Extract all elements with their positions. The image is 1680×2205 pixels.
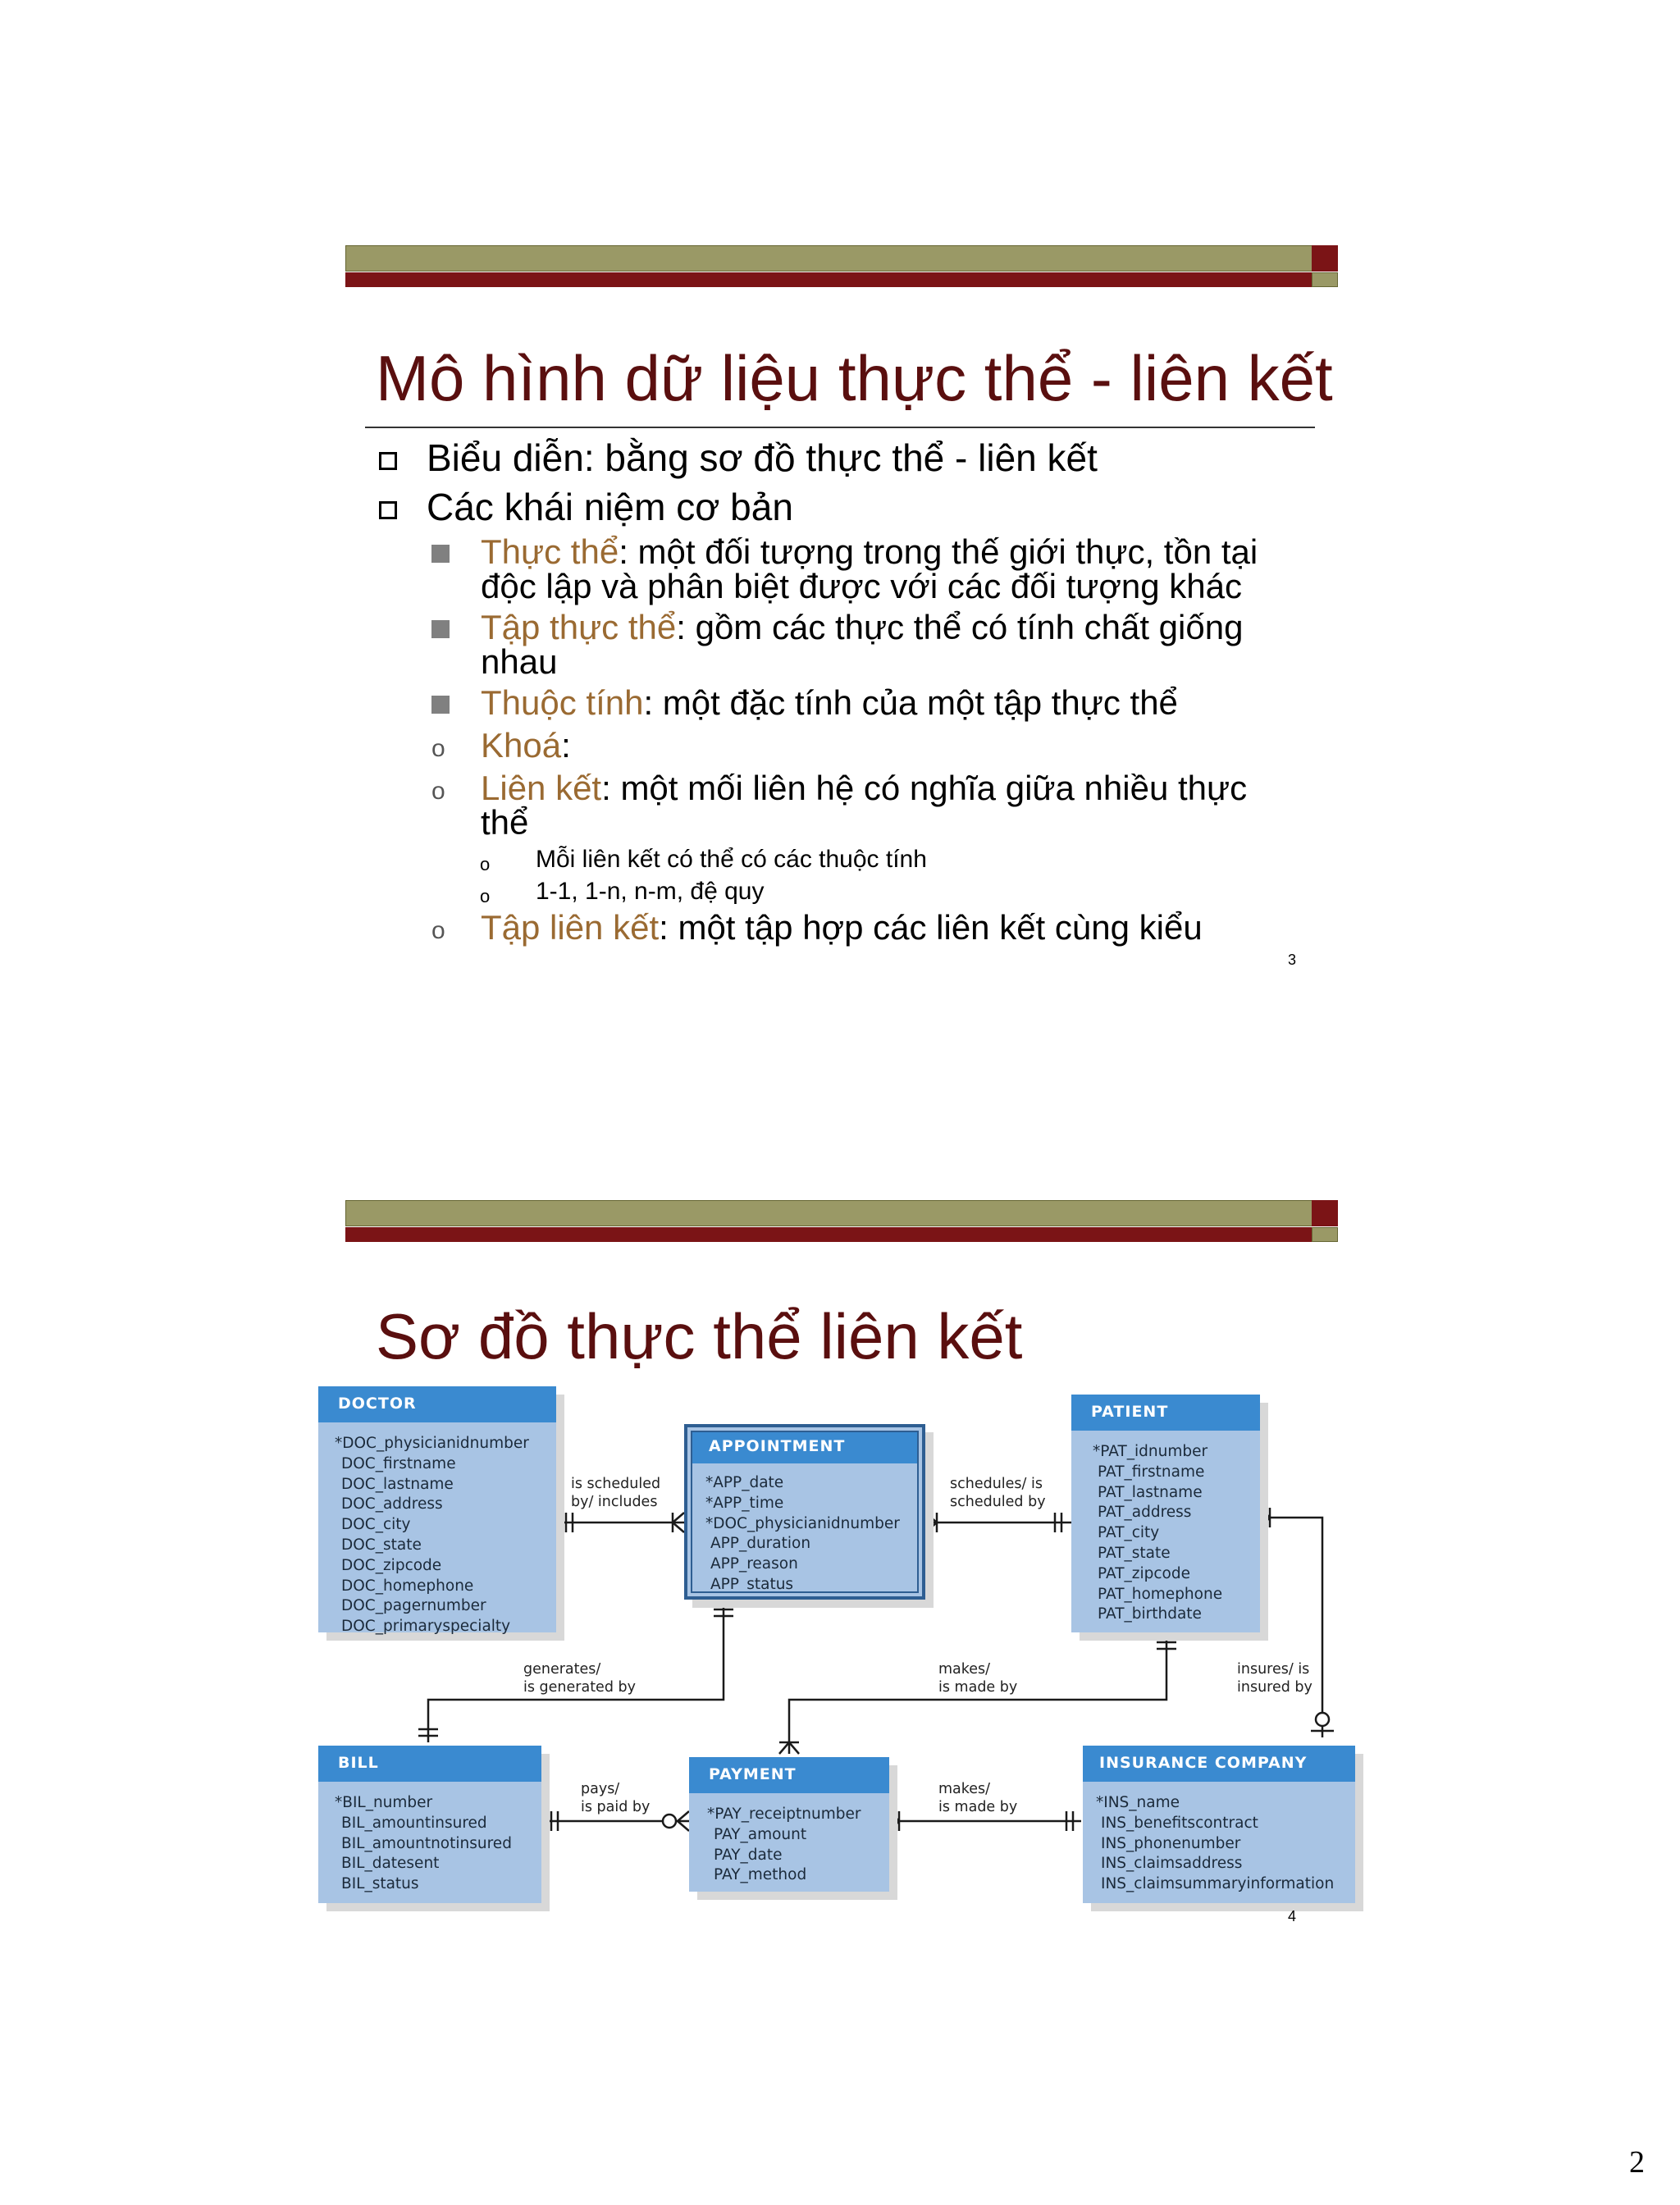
bullet-item: Các khái niệm cơ bản	[379, 484, 793, 530]
sub-bullet-item: Tập thực thể: gồm các thực thể có tính chất giống nhau	[431, 610, 1243, 679]
slide-title: Sơ đồ thực thể liên kết	[376, 1300, 1023, 1372]
attribute: DOC_state	[341, 1536, 422, 1554]
attribute: PAT_birthdate	[1098, 1605, 1202, 1623]
attribute: PAT_firstname	[1098, 1463, 1205, 1481]
attribute: *PAT_idnumber	[1093, 1443, 1208, 1460]
relationship-label: pays/ is paid by	[581, 1781, 651, 1815]
sub-bullet-item: o Khoá:	[431, 726, 571, 765]
relationship-label: insures/ is insured by	[1237, 1661, 1312, 1696]
entity-attributes	[687, 1467, 922, 1596]
attribute: DOC_homephone	[341, 1577, 474, 1595]
attribute: *DOC_physicianidnumber	[335, 1435, 529, 1452]
entity-attributes	[1071, 1431, 1260, 1625]
page-number: 2	[1629, 2145, 1645, 2180]
sub-bullet-item: Thuộc tính: một đặc tính của một tập thực thể	[431, 686, 1178, 720]
entity-appointment	[684, 1424, 925, 1600]
bullet-item: Biểu diễn: bằng sơ đồ thực thể - liên kết	[379, 435, 1098, 481]
sub-sub-bullet-item: o 1-1, 1-n, n-m, đệ quy	[480, 877, 764, 906]
attribute: PAT_zipcode	[1098, 1564, 1190, 1582]
sub-bullet-item: o Tập liên kết: một tập hợp các liên kết cùng kiểu	[431, 908, 1203, 947]
entity-attributes	[318, 1422, 556, 1637]
attribute: INS_claimsummaryinformation	[1101, 1875, 1335, 1893]
attribute: PAT_address	[1098, 1504, 1192, 1522]
slide-page-number: 3	[1288, 952, 1297, 968]
attribute: BIL_status	[341, 1875, 419, 1893]
attribute: APP_reason	[710, 1555, 798, 1573]
attribute: PAT_lastname	[1098, 1483, 1203, 1501]
entity-patient	[1071, 1395, 1260, 1632]
entity-payment	[689, 1757, 889, 1892]
attribute: *PAY_receiptnumber	[707, 1806, 861, 1823]
circle-bullet-icon: o	[480, 886, 491, 906]
sub-bullet-item: Thực thể: một đối tượng trong thế giới thực, tồn tại độc lập và phân biệt được với các đối tượng khác	[431, 535, 1258, 604]
slide-page-number: 4	[1288, 1908, 1297, 1924]
entity-bill	[318, 1746, 541, 1903]
entity-attributes	[318, 1782, 541, 1895]
attribute: *INS_name	[1096, 1794, 1180, 1811]
attribute: PAT_homephone	[1098, 1585, 1223, 1603]
attribute: *BIL_number	[335, 1794, 433, 1811]
attribute: DOC_firstname	[341, 1454, 456, 1472]
circle-bullet-icon: o	[480, 854, 491, 874]
attribute: DOC_city	[341, 1516, 411, 1534]
entity-title: INSURANCE COMPANY	[1083, 1746, 1355, 1782]
entity-title: PAYMENT	[689, 1757, 889, 1793]
attribute: PAT_state	[1098, 1544, 1171, 1562]
relationship-label: is scheduled by/ includes	[571, 1476, 661, 1510]
entity-attributes	[689, 1793, 889, 1886]
sub-sub-bullet-item: o Mỗi liên kết có thể có các thuộc tính	[480, 845, 927, 874]
attribute: APP_duration	[710, 1535, 811, 1553]
entity-title: BILL	[318, 1746, 541, 1782]
circle-bullet-icon: o	[431, 778, 445, 805]
entity-doctor	[318, 1386, 556, 1636]
attribute: PAY_method	[714, 1866, 807, 1884]
attribute: DOC_pagernumber	[341, 1597, 486, 1615]
relationship-label: schedules/ is scheduled by	[950, 1476, 1046, 1510]
attribute: PAT_city	[1098, 1524, 1160, 1542]
relationship-label: generates/ is generated by	[523, 1661, 636, 1696]
entity-title: DOCTOR	[318, 1386, 556, 1422]
attribute: BIL_amountinsured	[341, 1814, 487, 1832]
attribute: *APP_date	[705, 1474, 784, 1491]
attribute: PAY_date	[714, 1846, 783, 1864]
sub-bullet-item: o Liên kết: một mối liên hệ có nghĩa giữa nhiều thực thể	[431, 769, 1248, 842]
attribute: PAY_amount	[714, 1825, 807, 1843]
attribute: BIL_amountnotinsured	[341, 1834, 512, 1852]
attribute: BIL_datesent	[341, 1855, 440, 1873]
attribute: DOC_zipcode	[341, 1556, 442, 1574]
slide-title: Mô hình dữ liệu thực thể - liên kết	[376, 342, 1333, 414]
circle-bullet-icon: o	[431, 735, 445, 762]
relationship-label: makes/ is made by	[938, 1781, 1018, 1815]
attribute: APP_status	[710, 1575, 794, 1593]
attribute: INS_benefitscontract	[1101, 1814, 1258, 1832]
entity-title: PATIENT	[1071, 1395, 1260, 1431]
attribute: INS_phonenumber	[1101, 1834, 1241, 1852]
attribute: INS_claimsaddress	[1101, 1855, 1243, 1873]
attribute: *DOC_physicianidnumber	[705, 1514, 900, 1532]
attribute: *APP_time	[705, 1494, 784, 1512]
entity-title: APPOINTMENT	[691, 1431, 919, 1463]
entity-attributes	[1083, 1782, 1355, 1895]
attribute: DOC_primaryspecialty	[341, 1618, 511, 1636]
attribute: DOC_address	[341, 1495, 443, 1513]
attribute: DOC_lastname	[341, 1475, 454, 1493]
relationship-label: makes/ is made by	[938, 1661, 1018, 1696]
entity-insurance-company	[1083, 1746, 1355, 1903]
circle-bullet-icon: o	[431, 917, 445, 944]
